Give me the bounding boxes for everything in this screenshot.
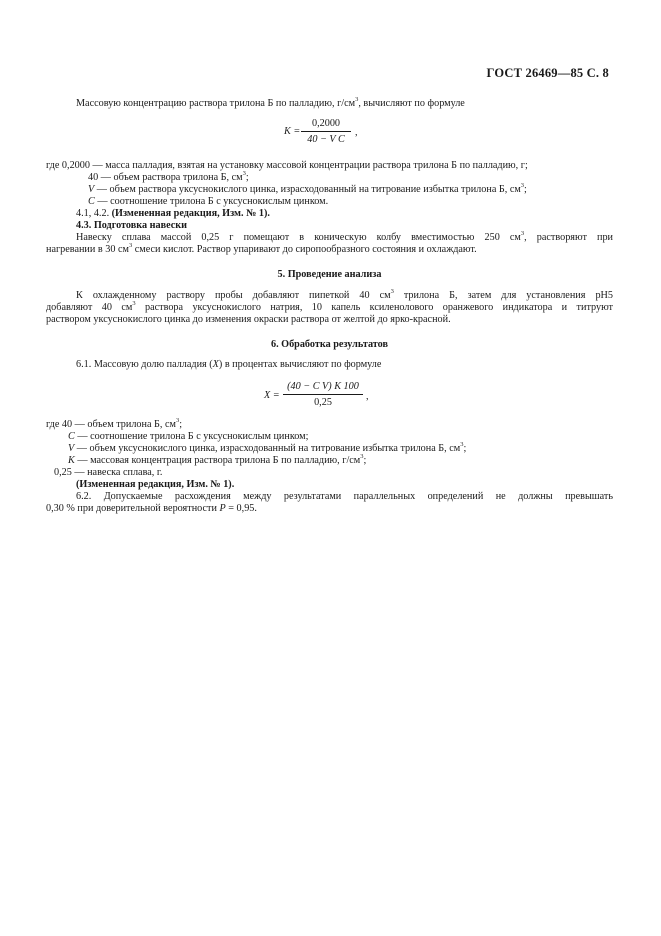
var: P xyxy=(219,503,226,514)
formula1-bar xyxy=(301,131,351,132)
where1-line2-text: 40 — объем раствора трилона Б, см xyxy=(88,172,243,183)
formula2-fraction xyxy=(283,381,363,408)
formula1-denominator: 40 − V C xyxy=(307,134,345,145)
var: K xyxy=(68,455,75,466)
s43-line1-text: Навеску сплава массой 0,25 г помещают в коническую колбу вместимостью 250 см xyxy=(76,232,521,243)
punct: ; xyxy=(463,443,467,454)
page-header: ГОСТ 26469—85 С. 8 xyxy=(486,66,609,80)
var: С xyxy=(88,196,95,207)
where1-line5-text: 4.1, 4.2. xyxy=(76,208,112,219)
where2-line3-text: — объем уксуснокислого цинка, израсходованный на титрование избытка трилона Б, см xyxy=(74,443,461,454)
formula2-tail: , xyxy=(366,391,369,402)
formula1-numerator: 0,2000 xyxy=(311,118,340,129)
formula2-lhs: X = xyxy=(264,390,280,401)
p62-line2-text: 0,30 % при доверительной вероятности xyxy=(46,503,220,514)
where1-line1: где 0,2000 — масса палладия, взятая на установку массовой концентрации раствора трилона Б по палладию, г; xyxy=(46,160,528,171)
where2-line5: 0,25 — навеска сплава, г. xyxy=(54,467,163,478)
sup: 3 xyxy=(128,241,133,249)
where2-line2-text: — соотношение трилона Б с уксуснокислым цинком; xyxy=(74,431,309,442)
formula2-bar xyxy=(283,394,363,395)
sup: 3 xyxy=(132,299,136,307)
var: V xyxy=(88,184,95,195)
s43-line2-text: нагревании в 30 см xyxy=(46,244,129,255)
var: X xyxy=(212,359,219,370)
sup: 3 xyxy=(520,229,525,237)
punct: ; xyxy=(179,419,183,430)
formula2-numerator: (40 − C V) K 100 xyxy=(287,381,359,392)
var: С xyxy=(68,431,75,442)
where1-line3-text: — объем раствора уксуснокислого цинка, израсходованный на титрование избытка трилона Б, см xyxy=(94,184,521,195)
s5-line1-text: К охлажденному раствору пробы добавляют пипеткой 40 см xyxy=(76,290,391,301)
formula2-denominator: 0,25 xyxy=(314,397,332,408)
formula1-tail: , xyxy=(355,127,358,138)
p62-line2 xyxy=(46,502,257,515)
s5-line2-tail: раствора уксуснокислого натрия, 10 капель ксиленолового оранжевого индикатора и титруют xyxy=(135,302,614,313)
where2-line1-text: где 40 — объем трилона Б, см xyxy=(46,419,176,430)
where1-line4-text: — соотношение трилона Б с уксуснокислым цинком. xyxy=(94,196,329,207)
s43-line2 xyxy=(46,243,477,256)
intro-tail: , вычисляют по формуле xyxy=(358,98,465,109)
p61 xyxy=(76,358,381,371)
amendment-note: (Измененная редакция, Изм. № 1). xyxy=(111,208,270,219)
intro-text: Массовую концентрацию раствора трилона Б по палладию, г/см xyxy=(76,98,356,109)
sup: 3 xyxy=(460,440,464,448)
punct: ; xyxy=(524,184,527,195)
p61-text: 6.1. Массовую долю палладия ( xyxy=(76,359,213,370)
punct: ; xyxy=(363,455,367,466)
sup: 3 xyxy=(242,169,246,177)
s5-line1-tail: трилона Б, затем для установления pH5 xyxy=(393,290,613,301)
var: V xyxy=(68,443,75,454)
sup: 3 xyxy=(520,181,525,189)
section-6-title: 6. Обработка результатов xyxy=(270,339,389,350)
sup: 3 xyxy=(175,416,180,424)
formula1-fraction xyxy=(301,118,351,145)
sup: 3 xyxy=(360,452,364,460)
p62-line1: 6.2. Допускаемые расхождения между результатами параллельных определений не должны превышать xyxy=(76,491,613,502)
s5-line2-text: добавляют 40 см xyxy=(46,302,133,313)
where2-line4-text: — массовая концентрация раствора трилона Б по палладию, г/см xyxy=(74,455,361,466)
where2-amendment-note: (Измененная редакция, Изм. № 1). xyxy=(76,479,235,490)
section-5-title: 5. Проведение анализа xyxy=(277,269,382,280)
section-4-3-title: 4.3. Подготовка навески xyxy=(76,220,187,231)
sup: 3 xyxy=(390,287,394,295)
p61-tail: ) в процентах вычисляют по формуле xyxy=(218,359,382,370)
punct: ; xyxy=(245,172,249,183)
intro-paragraph xyxy=(76,97,465,110)
p62-line2-tail: = 0,95. xyxy=(225,503,257,514)
intro-sup: 3 xyxy=(355,95,359,103)
s5-line3: раствором уксуснокислого цинка до изменения окраски раствора от желтой до ярко-красной. xyxy=(46,314,451,325)
s43-line2-tail: смеси кислот. Раствор упаривают до сиропообразного состояния и охлаждают. xyxy=(132,244,477,255)
s43-line1-tail: , растворяют при xyxy=(524,232,613,243)
formula1-lhs: K = xyxy=(284,126,301,137)
